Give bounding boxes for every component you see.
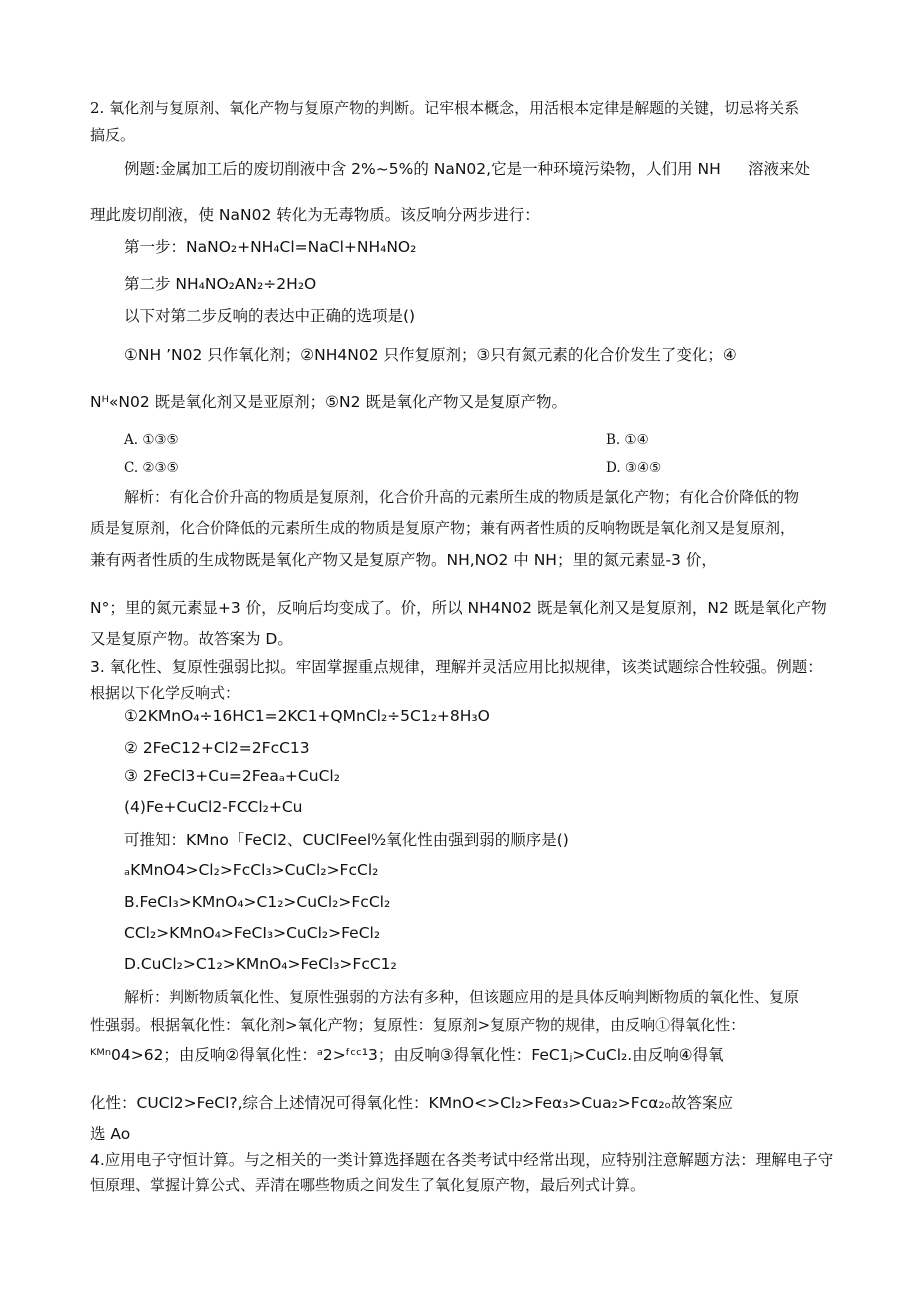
analysis-line: 性强弱。根据氧化性：氧化剂>氧化产物；复原性：复原剂>复原产物的规律，由反响①得氧化性： [90, 1016, 746, 1034]
analysis-line: 解析：判断物质氧化性、复原性强弱的方法有多种，但该题应用的是具体反响判断物质的氧化性、复原 [124, 988, 800, 1006]
equation-step-1: 第一步：NaNO₂+NH₄Cl=NaCl+NH₄NO₂ [124, 238, 417, 256]
paragraph-line: 2. 氧化剂与复原剂、氧化产物与复原产物的判断。记牢根本概念，用活根本定律是解题的关键，切忌将关系 [90, 99, 800, 117]
analysis-line: 兼有两者性质的生成物既是氧化产物又是复原产物。NH,NO2 中 NH；里的氮元素显-3 价， [90, 551, 717, 569]
analysis-line: 化性：CUCl2>FeCl?,综合上述情况可得氧化性：KMnO<>Cl₂>Feα₃>Cua₂>Fcα₂ₒ故答案应 [90, 1094, 734, 1112]
analysis-line: ᴷᴹⁿ04>62；由反响②得氧化性：ᵃ2>ᶠᶜᶜ¹3；由反响③得氧化性：FeC1ⱼ>CuCl₂.由反响④得氧 [90, 1046, 724, 1064]
option-d: D. ③④⑤ [606, 460, 662, 476]
equation-2: ② 2FeC12+Cl2=2FcC13 [124, 739, 310, 757]
example-line: 例题:金属加工后的废切削液中含 2%~5%的 NaN02,它是一种环境污染物，人们用 NH [124, 160, 721, 178]
statement-line: Nᴴ«N02 既是氧化剂又是亚原剂；⑤N2 既是氧化产物又是复原产物。 [90, 393, 567, 411]
option-a: A. ①③⑤ [124, 432, 179, 448]
option-c: C. ②③⑤ [124, 460, 179, 476]
analysis-line: N°；里的氮元素显+3 价，反响后均变成了。价，所以 NH4N02 既是氧化剂又是复原剂，N2 既是氧化产物 [90, 599, 827, 617]
analysis-line: 又是复原产物。故答案为 D。 [90, 630, 293, 648]
statement-line: ①NH ’N02 只作氧化剂；②NH4N02 只作复原剂；③只有氮元素的化合价发生了变化；④ [124, 346, 737, 364]
paragraph-line: 理此废切削液，使 NaN02 转化为无毒物质。该反响分两步进行： [90, 206, 540, 224]
section-heading-4: 4.应用电子守恒计算。与之相关的一类计算选择题在各类考试中经常出现，应特别注意解题方法：理解电子守 [90, 1151, 834, 1169]
question-line: 以下对第二步反响的表达中正确的选项是() [124, 307, 416, 325]
equation-4: (4)Fe+CuCl2-FCCl₂+Cu [124, 798, 303, 816]
analysis-line: 选 Ao [90, 1125, 131, 1143]
analysis-line: 解析：有化合价升高的物质是复原剂，化合价升高的元素所生成的物质是氯化产物；有化合价降低的物 [124, 488, 800, 506]
option-b: B. ①④ [606, 432, 649, 448]
equation-3: ③ 2FeCl3+Cu=2Feaₐ+CuCl₂ [124, 767, 340, 785]
option-b: B.FeCI₃>KMnO₄>C1₂>CuCl₂>FcCl₂ [124, 893, 391, 911]
paragraph-line: 搞反。 [90, 126, 136, 144]
example-line-end: 溶液来处 [748, 160, 811, 178]
section-heading-3: 3. 氧化性、复原性强弱比拟。牢固掌握重点规律，理解并灵活应用比拟规律，该类试题综合性较强。例题： [90, 658, 823, 676]
equation-1: ①2KMnO₄÷16HC1=2KC1+QMnCl₂÷5C1₂+8H₃O [124, 707, 490, 725]
analysis-line: 质是复原剂，化合价降低的元素所生成的物质是复原产物；兼有两者性质的反响物既是氧化剂又是复原剂， [90, 519, 796, 537]
option-c: CCl₂>KMnO₄>FeCI₃>CuCl₂>FeCl₂ [124, 924, 381, 942]
question-line: 可推知：KMno「FeCl2、CUClFeel⁰⁄₂氧化性由强到弱的顺序是() [124, 831, 569, 849]
paragraph-line: 根据以下化学反响式： [90, 684, 241, 702]
paragraph-line: 恒原理、掌握计算公式、弄清在哪些物质之间发生了氧化复原产物，最后列式计算。 [90, 1176, 646, 1194]
option-d: D.CuCl₂>C1₂>KMnO₄>FeCl₃>FcC1₂ [124, 955, 397, 973]
equation-step-2: 第二步 NH₄NO₂AN₂÷2H₂O [124, 275, 317, 293]
option-a: ₐKMnO4>Cl₂>FcCl₃>CuCl₂>FcCl₂ [124, 861, 379, 879]
